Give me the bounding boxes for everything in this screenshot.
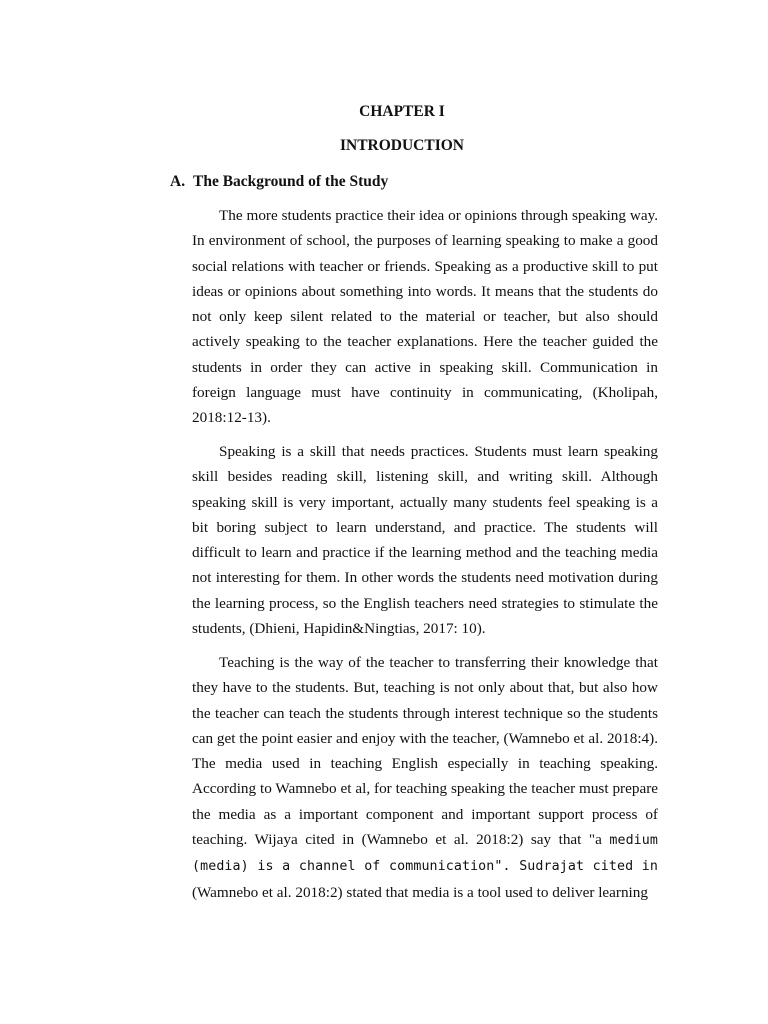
paragraph-3 [192,650,658,905]
chapter-title: CHAPTER I [359,103,445,120]
section-heading [170,172,388,192]
chapter-subtitle: INTRODUCTION [339,137,464,154]
paragraph-3-text-before: Teaching is the way of the teacher to transferring their knowledge that they have to the students. But, teaching is not only about that, but also how the teacher can teach the students through interest technique so the students can get the point easier and enjoy with the teacher, (Wamnebo et al. 2018:4). The media used in teaching English especially in teaching speaking. According to Wamnebo et al, for teaching speaking the teacher must prepare the media as a important component and important support process of teaching. Wijaya cited in (Wamnebo et al. 2018:2) say that "a [192,654,658,849]
paragraph-2: Speaking is a skill that needs practices. Students must learn speaking skill besides reading skill, listening skill, and writing skill. Although speaking skill is very important, actually many students feel speaking is a bit boring subject to learn understand, and practice. The students will difficult to learn and practice if the learning method and the teaching media not interesting for them. In other words the students need motivation during the learning process, so the English teachers need strategies to stimulate the students, (Dhieni, Hapidin&Ningtias, 2017: 10). [192,443,658,638]
paragraph-3-text-after: (Wamnebo et al. 2018:2) stated that media is a tool used to deliver learning [192,883,648,901]
section-number: A. [170,173,186,190]
paragraph-3-quoted-text: medium (media) is a channel of communication". Sudrajat cited in [192,833,658,875]
section-title: The Background of the Study [193,173,389,190]
paragraph-1: The more students practice their idea or opinions through speaking way. In environment of school, the purposes of learning speaking to make a good social relations with teacher or friends. Speaking as a productive skill to put ideas or opinions about something into words. It means that the students do not only keep silent related to the material or teacher, but also should actively speaking to the teacher explanations. Here the teacher guided the students in order they can active in speaking skill. Communication in foreign language must have continuity in communicating, (Kholipah, 2018:12-13). [192,207,658,427]
